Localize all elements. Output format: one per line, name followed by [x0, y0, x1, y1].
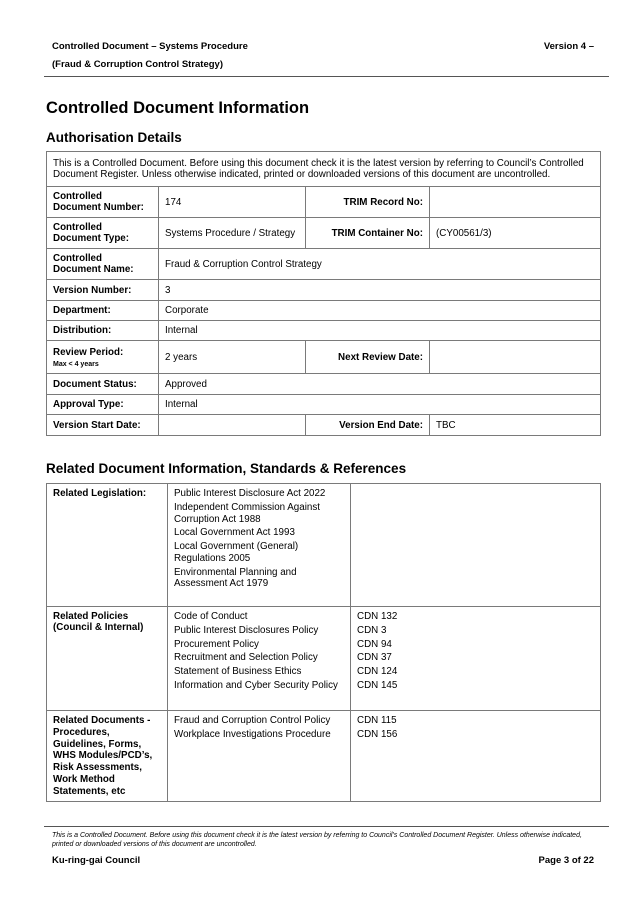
legislation-refs — [351, 484, 601, 607]
label-trim-container: TRIM Container No: — [306, 218, 430, 249]
row-review-period — [47, 341, 601, 374]
review-period-title: Review Period: — [53, 346, 124, 358]
row-distribution — [47, 321, 601, 341]
label-version-number: Version Number: — [47, 280, 159, 301]
list-item: CDN 145 — [357, 679, 398, 691]
label-document-name: Controlled Document Name: — [47, 249, 159, 280]
row-document-number — [47, 187, 601, 218]
authorisation-table — [46, 151, 601, 436]
intro-text: This is a Controlled Document. Before using this document check it is the latest version by referring to Council’s Controlled Document Register. Unless otherwise indicated, printed or downloaded versions of this document are uncontrolled. — [47, 152, 601, 187]
header-divider — [44, 76, 609, 77]
value-version-start — [159, 415, 306, 436]
row-document-name — [47, 249, 601, 280]
value-department: Corporate — [159, 301, 601, 321]
footer-page-number: Page 3 of 22 — [538, 855, 594, 866]
list-item: Procurement Policy — [174, 638, 259, 650]
list-item: Independent Commission Against Corruption Act 1988 — [174, 501, 320, 525]
value-version-number: 3 — [159, 280, 601, 301]
header-row-1 — [52, 41, 594, 52]
list-item: Recruitment and Selection Policy — [174, 652, 318, 664]
list-item: Public Interest Disclosure Act 2022 — [174, 488, 326, 499]
label-document-type: Controlled Document Type: — [47, 218, 159, 249]
label-version-start: Version Start Date: — [47, 415, 159, 436]
related-table — [46, 483, 601, 802]
label-next-review: Next Review Date: — [306, 341, 430, 374]
list-item: CDN 132 — [357, 611, 398, 622]
row-version-number — [47, 280, 601, 301]
list-item: Environmental Planning and Assessment Act 1979 — [174, 566, 297, 590]
policies-list — [168, 607, 351, 711]
list-item: Public Interest Disclosures Policy — [174, 624, 319, 636]
row-related-policies — [47, 607, 601, 711]
review-period-max: Max < 4 years — [53, 360, 99, 368]
value-document-type: Systems Procedure / Strategy — [159, 218, 306, 249]
header-document-name: (Fraud & Corruption Control Strategy) — [52, 59, 223, 70]
row-approval-type — [47, 395, 601, 415]
authorisation-heading: Authorisation Details — [46, 130, 182, 145]
intro-row — [47, 152, 601, 187]
label-distribution: Distribution: — [47, 321, 159, 341]
documents-list — [168, 711, 351, 802]
header-document-type: Controlled Document – Systems Procedure — [52, 41, 248, 52]
value-next-review — [430, 341, 601, 374]
row-related-legislation — [47, 484, 601, 607]
list-item: Workplace Investigations Procedure — [174, 728, 331, 740]
row-department — [47, 301, 601, 321]
legislation-list — [168, 484, 351, 607]
row-document-type — [47, 218, 601, 249]
list-item: CDN 94 — [357, 638, 392, 650]
footer-note: This is a Controlled Document. Before using this document check it is the latest version by referring to Council’s Controlled Document Register. Unless otherwise indicated, printed or downloaded versions of this document are uncontrolled. — [52, 832, 582, 849]
policy-refs — [351, 607, 601, 711]
page-title: Controlled Document Information — [46, 99, 310, 117]
list-item: CDN 37 — [357, 652, 392, 664]
header-version: Version 4 – — [543, 41, 594, 52]
list-item: Fraud and Corruption Control Policy — [174, 715, 331, 726]
value-version-end: TBC — [430, 415, 601, 436]
list-item: Local Government (General) Regulations 2005 — [174, 541, 299, 564]
label-related-documents: Related Documents - Procedures, Guidelines, Forms, WHS Modules/PCD’s, Risk Assessments, Work Method Statements, etc — [47, 711, 168, 802]
list-item: Local Government Act 1993 — [174, 527, 295, 539]
label-approval-type: Approval Type: — [47, 395, 159, 415]
value-review-period: 2 years — [159, 341, 306, 374]
list-item: CDN 115 — [357, 715, 397, 726]
label-related-legislation: Related Legislation: — [47, 484, 168, 607]
label-related-policies: Related Policies (Council & Internal) — [47, 607, 168, 711]
list-item: Code of Conduct — [174, 611, 248, 622]
footer-council: Ku-ring-gai Council — [52, 855, 141, 866]
value-distribution: Internal — [159, 321, 601, 341]
related-heading: Related Document Information, Standards & References — [46, 461, 407, 476]
row-document-status — [47, 374, 601, 395]
list-item: CDN 156 — [357, 728, 398, 740]
list-item: Statement of Business Ethics — [174, 666, 302, 677]
label-review-period — [47, 341, 159, 374]
label-department: Department: — [47, 301, 159, 321]
list-item: CDN 124 — [357, 666, 398, 677]
label-trim-record: TRIM Record No: — [306, 187, 430, 218]
label-document-number: Controlled Document Number: — [47, 187, 159, 218]
list-item: Information and Cyber Security Policy — [174, 679, 338, 691]
value-document-name: Fraud & Corruption Control Strategy — [159, 249, 601, 280]
value-document-status: Approved — [159, 374, 601, 395]
label-document-status: Document Status: — [47, 374, 159, 395]
value-trim-record — [430, 187, 601, 218]
value-approval-type: Internal — [159, 395, 601, 415]
document-refs — [351, 711, 601, 802]
row-version-dates — [47, 415, 601, 436]
value-document-number: 174 — [159, 187, 306, 218]
footer-divider — [44, 826, 609, 827]
row-related-documents — [47, 711, 601, 802]
label-version-end: Version End Date: — [306, 415, 430, 436]
value-trim-container: (CY00561/3) — [430, 218, 601, 249]
list-item: CDN 3 — [357, 624, 387, 636]
